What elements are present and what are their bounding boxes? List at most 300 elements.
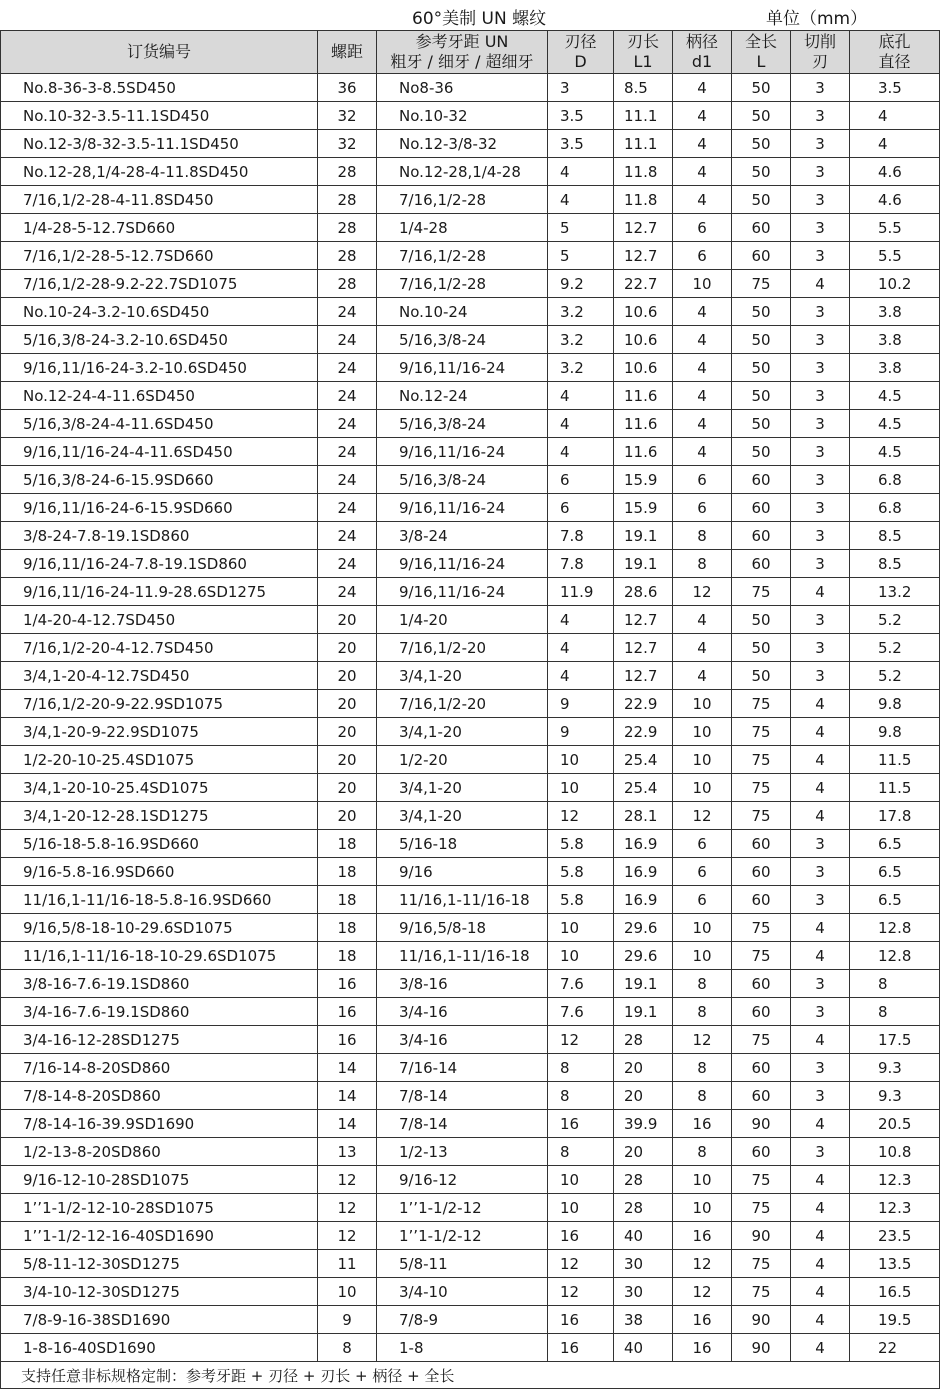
- pitch-cell: 20: [318, 746, 377, 774]
- pitch-cell: 16: [318, 1026, 377, 1054]
- overall-length-cell: 60: [732, 494, 791, 522]
- cutting-length-cell: 22.9: [614, 718, 673, 746]
- flutes-cell: 4: [791, 1026, 850, 1054]
- order-number-cell: No.12-28,1/4-28-4-11.8SD450: [1, 158, 318, 186]
- order-number-cell: 7/16,1/2-28-4-11.8SD450: [1, 186, 318, 214]
- header-line: 粗牙 / 细牙 / 超细牙: [390, 52, 534, 71]
- cutting-diameter-cell: 4: [548, 634, 614, 662]
- pilot-hole-cell: 3.8: [850, 298, 940, 326]
- cutting-diameter-cell: 4: [548, 438, 614, 466]
- order-number-cell: No.8-36-3-8.5SD450: [1, 74, 318, 102]
- table-row: [1, 186, 940, 214]
- table-row: [1, 1082, 940, 1110]
- order-number-cell: 5/8-11-12-30SD1275: [1, 1250, 318, 1278]
- flutes-cell: 3: [791, 858, 850, 886]
- shank-diameter-cell: 8: [673, 1082, 732, 1110]
- pilot-hole-cell: 8: [850, 970, 940, 998]
- header-line: 柄径: [685, 32, 718, 51]
- flutes-cell: 3: [791, 466, 850, 494]
- pitch-cell: 32: [318, 130, 377, 158]
- pilot-hole-cell: 4.5: [850, 382, 940, 410]
- shank-diameter-cell: 16: [673, 1222, 732, 1250]
- shank-diameter-cell: 4: [673, 74, 732, 102]
- flutes-cell: 4: [791, 578, 850, 606]
- order-number-cell: 3/4-16-12-28SD1275: [1, 1026, 318, 1054]
- reference-thread-cell: 1-8: [377, 1334, 548, 1362]
- overall-length-cell: 90: [732, 1306, 791, 1334]
- reference-thread-cell: 3/8-24: [377, 522, 548, 550]
- cutting-length-cell: 15.9: [614, 494, 673, 522]
- overall-length-cell: 50: [732, 634, 791, 662]
- overall-length-cell: 60: [732, 998, 791, 1026]
- pilot-hole-cell: 23.5: [850, 1222, 940, 1250]
- order-number-cell: 3/4,1-20-12-28.1SD1275: [1, 802, 318, 830]
- shank-diameter-cell: 8: [673, 550, 732, 578]
- reference-thread-cell: 7/16,1/2-20: [377, 690, 548, 718]
- order-number-cell: 9/16,11/16-24-4-11.6SD450: [1, 438, 318, 466]
- pilot-hole-cell: 3.8: [850, 354, 940, 382]
- shank-diameter-cell: 12: [673, 1026, 732, 1054]
- table-row: [1, 382, 940, 410]
- pitch-cell: 18: [318, 858, 377, 886]
- table-row: [1, 1138, 940, 1166]
- pitch-cell: 20: [318, 606, 377, 634]
- cutting-diameter-cell: 16: [548, 1222, 614, 1250]
- pitch-cell: 24: [318, 494, 377, 522]
- shank-diameter-cell: 10: [673, 270, 732, 298]
- pilot-hole-cell: 11.5: [850, 774, 940, 802]
- cutting-length-cell: 16.9: [614, 886, 673, 914]
- flutes-cell: 3: [791, 1054, 850, 1082]
- cutting-diameter-cell: 12: [548, 1250, 614, 1278]
- shank-diameter-cell: 8: [673, 998, 732, 1026]
- pilot-hole-cell: 9.8: [850, 718, 940, 746]
- header-line: 切削: [803, 32, 836, 51]
- cutting-diameter-cell: 4: [548, 662, 614, 690]
- order-number-cell: 9/16,11/16-24-7.8-19.1SD860: [1, 550, 318, 578]
- overall-length-cell: 60: [732, 858, 791, 886]
- cutting-diameter-cell: 9.2: [548, 270, 614, 298]
- overall-length-cell: 75: [732, 774, 791, 802]
- flutes-cell: 3: [791, 550, 850, 578]
- table-row: [1, 942, 940, 970]
- col-header-shank-diameter: [673, 31, 732, 74]
- header-line: D: [574, 52, 587, 71]
- flutes-cell: 4: [791, 1110, 850, 1138]
- shank-diameter-cell: 4: [673, 410, 732, 438]
- cutting-diameter-cell: 8: [548, 1082, 614, 1110]
- cutting-diameter-cell: 4: [548, 410, 614, 438]
- flutes-cell: 4: [791, 718, 850, 746]
- shank-diameter-cell: 12: [673, 802, 732, 830]
- cutting-diameter-cell: 7.6: [548, 998, 614, 1026]
- shank-diameter-cell: 4: [673, 158, 732, 186]
- flutes-cell: 4: [791, 1334, 850, 1362]
- cutting-length-cell: 12.7: [614, 242, 673, 270]
- pitch-cell: 14: [318, 1082, 377, 1110]
- col-header-cutting-length: [614, 31, 673, 74]
- cutting-length-cell: 29.6: [614, 914, 673, 942]
- order-number-cell: 7/8-14-8-20SD860: [1, 1082, 318, 1110]
- table-row: [1, 102, 940, 130]
- shank-diameter-cell: 4: [673, 130, 732, 158]
- pitch-cell: 24: [318, 522, 377, 550]
- shank-diameter-cell: 10: [673, 774, 732, 802]
- shank-diameter-cell: 6: [673, 214, 732, 242]
- cutting-diameter-cell: 16: [548, 1110, 614, 1138]
- cutting-diameter-cell: 16: [548, 1306, 614, 1334]
- cutting-length-cell: 19.1: [614, 550, 673, 578]
- table-row: [1, 550, 940, 578]
- order-number-cell: 3/4-16-7.6-19.1SD860: [1, 998, 318, 1026]
- pitch-cell: 12: [318, 1166, 377, 1194]
- flutes-cell: 4: [791, 914, 850, 942]
- pitch-cell: 24: [318, 550, 377, 578]
- shank-diameter-cell: 6: [673, 242, 732, 270]
- overall-length-cell: 50: [732, 298, 791, 326]
- cutting-length-cell: 19.1: [614, 998, 673, 1026]
- header-line: 底孔: [878, 32, 911, 51]
- flutes-cell: 3: [791, 606, 850, 634]
- cutting-length-cell: 8.5: [614, 74, 673, 102]
- table-row: [1, 522, 940, 550]
- col-header-pilot-hole-diameter: [850, 31, 940, 74]
- order-number-cell: 7/16,1/2-28-5-12.7SD660: [1, 242, 318, 270]
- pilot-hole-cell: 6.5: [850, 858, 940, 886]
- pilot-hole-cell: 13.5: [850, 1250, 940, 1278]
- table-body: [1, 74, 940, 1362]
- pitch-cell: 20: [318, 690, 377, 718]
- cutting-diameter-cell: 5.8: [548, 858, 614, 886]
- shank-diameter-cell: 4: [673, 382, 732, 410]
- table-row: [1, 886, 940, 914]
- shank-diameter-cell: 10: [673, 718, 732, 746]
- reference-thread-cell: 3/4,1-20: [377, 774, 548, 802]
- pilot-hole-cell: 10.8: [850, 1138, 940, 1166]
- cutting-diameter-cell: 6: [548, 466, 614, 494]
- cutting-diameter-cell: 9: [548, 690, 614, 718]
- shank-diameter-cell: 6: [673, 830, 732, 858]
- overall-length-cell: 75: [732, 690, 791, 718]
- flutes-cell: 4: [791, 774, 850, 802]
- flutes-cell: 3: [791, 998, 850, 1026]
- order-number-cell: 3/4,1-20-4-12.7SD450: [1, 662, 318, 690]
- order-number-cell: 1/4-20-4-12.7SD450: [1, 606, 318, 634]
- overall-length-cell: 50: [732, 158, 791, 186]
- table-row: [1, 354, 940, 382]
- reference-thread-cell: 1/2-13: [377, 1138, 548, 1166]
- overall-length-cell: 75: [732, 1278, 791, 1306]
- header-line: 刃长: [626, 32, 659, 51]
- cutting-length-cell: 19.1: [614, 522, 673, 550]
- col-header-overall-length: [732, 31, 791, 74]
- overall-length-cell: 50: [732, 662, 791, 690]
- cutting-diameter-cell: 16: [548, 1334, 614, 1362]
- flutes-cell: 3: [791, 886, 850, 914]
- flutes-cell: 3: [791, 354, 850, 382]
- cutting-length-cell: 10.6: [614, 354, 673, 382]
- shank-diameter-cell: 8: [673, 1138, 732, 1166]
- pilot-hole-cell: 5.5: [850, 242, 940, 270]
- pilot-hole-cell: 4.6: [850, 186, 940, 214]
- order-number-cell: 5/16,3/8-24-6-15.9SD660: [1, 466, 318, 494]
- cutting-diameter-cell: 10: [548, 1194, 614, 1222]
- table-row: [1, 494, 940, 522]
- table-row: [1, 438, 940, 466]
- pilot-hole-cell: 9.3: [850, 1054, 940, 1082]
- order-number-cell: No.12-24-4-11.6SD450: [1, 382, 318, 410]
- pitch-cell: 28: [318, 158, 377, 186]
- shank-diameter-cell: 10: [673, 1166, 732, 1194]
- cutting-diameter-cell: 8: [548, 1138, 614, 1166]
- flutes-cell: 3: [791, 522, 850, 550]
- pitch-cell: 18: [318, 914, 377, 942]
- pitch-cell: 28: [318, 242, 377, 270]
- pitch-cell: 28: [318, 214, 377, 242]
- shank-diameter-cell: 16: [673, 1306, 732, 1334]
- table-row: [1, 1110, 940, 1138]
- pilot-hole-cell: 13.2: [850, 578, 940, 606]
- reference-thread-cell: 9/16,11/16-24: [377, 438, 548, 466]
- cutting-length-cell: 39.9: [614, 1110, 673, 1138]
- flutes-cell: 3: [791, 438, 850, 466]
- pitch-cell: 24: [318, 466, 377, 494]
- pitch-cell: 20: [318, 634, 377, 662]
- overall-length-cell: 60: [732, 886, 791, 914]
- table-row: [1, 970, 940, 998]
- order-number-cell: 3/8-16-7.6-19.1SD860: [1, 970, 318, 998]
- reference-thread-cell: 1/4-20: [377, 606, 548, 634]
- cutting-length-cell: 11.8: [614, 186, 673, 214]
- reference-thread-cell: 7/16,1/2-20: [377, 634, 548, 662]
- overall-length-cell: 60: [732, 550, 791, 578]
- pitch-cell: 13: [318, 1138, 377, 1166]
- overall-length-cell: 60: [732, 1082, 791, 1110]
- pilot-hole-cell: 4.5: [850, 438, 940, 466]
- shank-diameter-cell: 12: [673, 1250, 732, 1278]
- cutting-diameter-cell: 12: [548, 1026, 614, 1054]
- overall-length-cell: 75: [732, 1166, 791, 1194]
- pilot-hole-cell: 9.3: [850, 1082, 940, 1110]
- reference-thread-cell: 9/16,11/16-24: [377, 494, 548, 522]
- overall-length-cell: 75: [732, 578, 791, 606]
- overall-length-cell: 75: [732, 270, 791, 298]
- order-number-cell: 5/16,3/8-24-4-11.6SD450: [1, 410, 318, 438]
- table-row: [1, 74, 940, 102]
- shank-diameter-cell: 4: [673, 606, 732, 634]
- pilot-hole-cell: 9.8: [850, 690, 940, 718]
- reference-thread-cell: 7/16-14: [377, 1054, 548, 1082]
- reference-thread-cell: 9/16,5/8-18: [377, 914, 548, 942]
- flutes-cell: 4: [791, 270, 850, 298]
- cutting-diameter-cell: 11.9: [548, 578, 614, 606]
- flutes-cell: 4: [791, 690, 850, 718]
- flutes-cell: 3: [791, 214, 850, 242]
- table-row: [1, 1194, 940, 1222]
- order-number-cell: 3/4,1-20-10-25.4SD1075: [1, 774, 318, 802]
- table-row: [1, 270, 940, 298]
- overall-length-cell: 50: [732, 74, 791, 102]
- cutting-diameter-cell: 4: [548, 186, 614, 214]
- cutting-diameter-cell: 3.2: [548, 298, 614, 326]
- cutting-length-cell: 28.1: [614, 802, 673, 830]
- cutting-diameter-cell: 3.5: [548, 130, 614, 158]
- header-line: L1: [633, 52, 653, 71]
- order-number-cell: 9/16,11/16-24-6-15.9SD660: [1, 494, 318, 522]
- pilot-hole-cell: 10.2: [850, 270, 940, 298]
- flutes-cell: 3: [791, 662, 850, 690]
- table-row: [1, 1054, 940, 1082]
- reference-thread-cell: 7/16,1/2-28: [377, 242, 548, 270]
- table-row: [1, 718, 940, 746]
- cutting-length-cell: 20: [614, 1082, 673, 1110]
- pilot-hole-cell: 6.8: [850, 494, 940, 522]
- cutting-length-cell: 11.8: [614, 158, 673, 186]
- pilot-hole-cell: 12.8: [850, 942, 940, 970]
- cutting-length-cell: 11.6: [614, 382, 673, 410]
- pilot-hole-cell: 19.5: [850, 1306, 940, 1334]
- pilot-hole-cell: 12.8: [850, 914, 940, 942]
- table-row: [1, 858, 940, 886]
- flutes-cell: 3: [791, 326, 850, 354]
- cutting-length-cell: 12.7: [614, 634, 673, 662]
- table-row: [1, 326, 940, 354]
- overall-length-cell: 50: [732, 382, 791, 410]
- overall-length-cell: 90: [732, 1334, 791, 1362]
- flutes-cell: 3: [791, 634, 850, 662]
- overall-length-cell: 60: [732, 970, 791, 998]
- order-number-cell: No.10-24-3.2-10.6SD450: [1, 298, 318, 326]
- shank-diameter-cell: 10: [673, 746, 732, 774]
- overall-length-cell: 60: [732, 1138, 791, 1166]
- header-line: 订货编号: [126, 42, 191, 61]
- cutting-diameter-cell: 12: [548, 1278, 614, 1306]
- pilot-hole-cell: 8.5: [850, 522, 940, 550]
- reference-thread-cell: 1/2-20: [377, 746, 548, 774]
- reference-thread-cell: 7/16,1/2-28: [377, 270, 548, 298]
- cutting-length-cell: 30: [614, 1278, 673, 1306]
- overall-length-cell: 50: [732, 130, 791, 158]
- pilot-hole-cell: 17.8: [850, 802, 940, 830]
- flutes-cell: 3: [791, 102, 850, 130]
- table-row: [1, 578, 940, 606]
- reference-thread-cell: 3/4-16: [377, 1026, 548, 1054]
- pilot-hole-cell: 4: [850, 102, 940, 130]
- cutting-length-cell: 11.1: [614, 102, 673, 130]
- header-line: d1: [691, 52, 713, 71]
- cutting-diameter-cell: 5.8: [548, 830, 614, 858]
- flutes-cell: 4: [791, 1306, 850, 1334]
- flutes-cell: 3: [791, 298, 850, 326]
- table-row: [1, 298, 940, 326]
- cutting-diameter-cell: 4: [548, 606, 614, 634]
- order-number-cell: 11/16,1-11/16-18-5.8-16.9SD660: [1, 886, 318, 914]
- col-header-reference-thread: [377, 31, 548, 74]
- pitch-cell: 28: [318, 270, 377, 298]
- table-row: [1, 690, 940, 718]
- shank-diameter-cell: 10: [673, 942, 732, 970]
- pitch-cell: 18: [318, 942, 377, 970]
- reference-thread-cell: No8-36: [377, 74, 548, 102]
- reference-thread-cell: 5/16,3/8-24: [377, 410, 548, 438]
- header-line: 刃: [811, 52, 828, 71]
- pitch-cell: 24: [318, 382, 377, 410]
- order-number-cell: 3/8-24-7.8-19.1SD860: [1, 522, 318, 550]
- cutting-diameter-cell: 10: [548, 914, 614, 942]
- cutting-length-cell: 12.7: [614, 214, 673, 242]
- flutes-cell: 3: [791, 186, 850, 214]
- cutting-length-cell: 40: [614, 1334, 673, 1362]
- flutes-cell: 4: [791, 1222, 850, 1250]
- header-line: 直径: [878, 52, 911, 71]
- cutting-length-cell: 10.6: [614, 326, 673, 354]
- shank-diameter-cell: 10: [673, 690, 732, 718]
- cutting-diameter-cell: 3: [548, 74, 614, 102]
- table-row: [1, 998, 940, 1026]
- table-row: [1, 662, 940, 690]
- reference-thread-cell: 9/16,11/16-24: [377, 354, 548, 382]
- table-row: [1, 830, 940, 858]
- order-number-cell: 9/16,11/16-24-3.2-10.6SD450: [1, 354, 318, 382]
- table-row: [1, 214, 940, 242]
- cutting-length-cell: 16.9: [614, 830, 673, 858]
- pilot-hole-cell: 6.5: [850, 886, 940, 914]
- cutting-diameter-cell: 3.2: [548, 326, 614, 354]
- flutes-cell: 3: [791, 158, 850, 186]
- cutting-diameter-cell: 5: [548, 214, 614, 242]
- shank-diameter-cell: 6: [673, 466, 732, 494]
- order-number-cell: 3/4,1-20-9-22.9SD1075: [1, 718, 318, 746]
- overall-length-cell: 75: [732, 1250, 791, 1278]
- cutting-length-cell: 22.9: [614, 690, 673, 718]
- reference-thread-cell: No.12-3/8-32: [377, 130, 548, 158]
- reference-thread-cell: 7/8-9: [377, 1306, 548, 1334]
- flutes-cell: 3: [791, 242, 850, 270]
- order-number-cell: 9/16-5.8-16.9SD660: [1, 858, 318, 886]
- pilot-hole-cell: 22: [850, 1334, 940, 1362]
- cutting-diameter-cell: 10: [548, 942, 614, 970]
- reference-thread-cell: No.12-24: [377, 382, 548, 410]
- overall-length-cell: 90: [732, 1110, 791, 1138]
- order-number-cell: 9/16,5/8-18-10-29.6SD1075: [1, 914, 318, 942]
- tap-spec-table: [0, 30, 940, 1389]
- overall-length-cell: 60: [732, 1054, 791, 1082]
- overall-length-cell: 50: [732, 186, 791, 214]
- cutting-length-cell: 22.7: [614, 270, 673, 298]
- table-row: [1, 606, 940, 634]
- reference-thread-cell: No.10-32: [377, 102, 548, 130]
- table-header-row: [1, 31, 940, 74]
- table-row: [1, 746, 940, 774]
- pitch-cell: 18: [318, 886, 377, 914]
- reference-thread-cell: 5/16,3/8-24: [377, 326, 548, 354]
- col-header-order-number: [1, 31, 318, 74]
- cutting-length-cell: 10.6: [614, 298, 673, 326]
- pilot-hole-cell: 6.5: [850, 830, 940, 858]
- pitch-cell: 18: [318, 830, 377, 858]
- reference-thread-cell: 5/8-11: [377, 1250, 548, 1278]
- shank-diameter-cell: 10: [673, 1194, 732, 1222]
- order-number-cell: 5/16-18-5.8-16.9SD660: [1, 830, 318, 858]
- cutting-diameter-cell: 4: [548, 158, 614, 186]
- reference-thread-cell: 3/4,1-20: [377, 802, 548, 830]
- table-row: [1, 1166, 940, 1194]
- pitch-cell: 14: [318, 1110, 377, 1138]
- shank-diameter-cell: 4: [673, 438, 732, 466]
- reference-thread-cell: 1’’1-1/2-12: [377, 1194, 548, 1222]
- cutting-length-cell: 25.4: [614, 774, 673, 802]
- flutes-cell: 3: [791, 382, 850, 410]
